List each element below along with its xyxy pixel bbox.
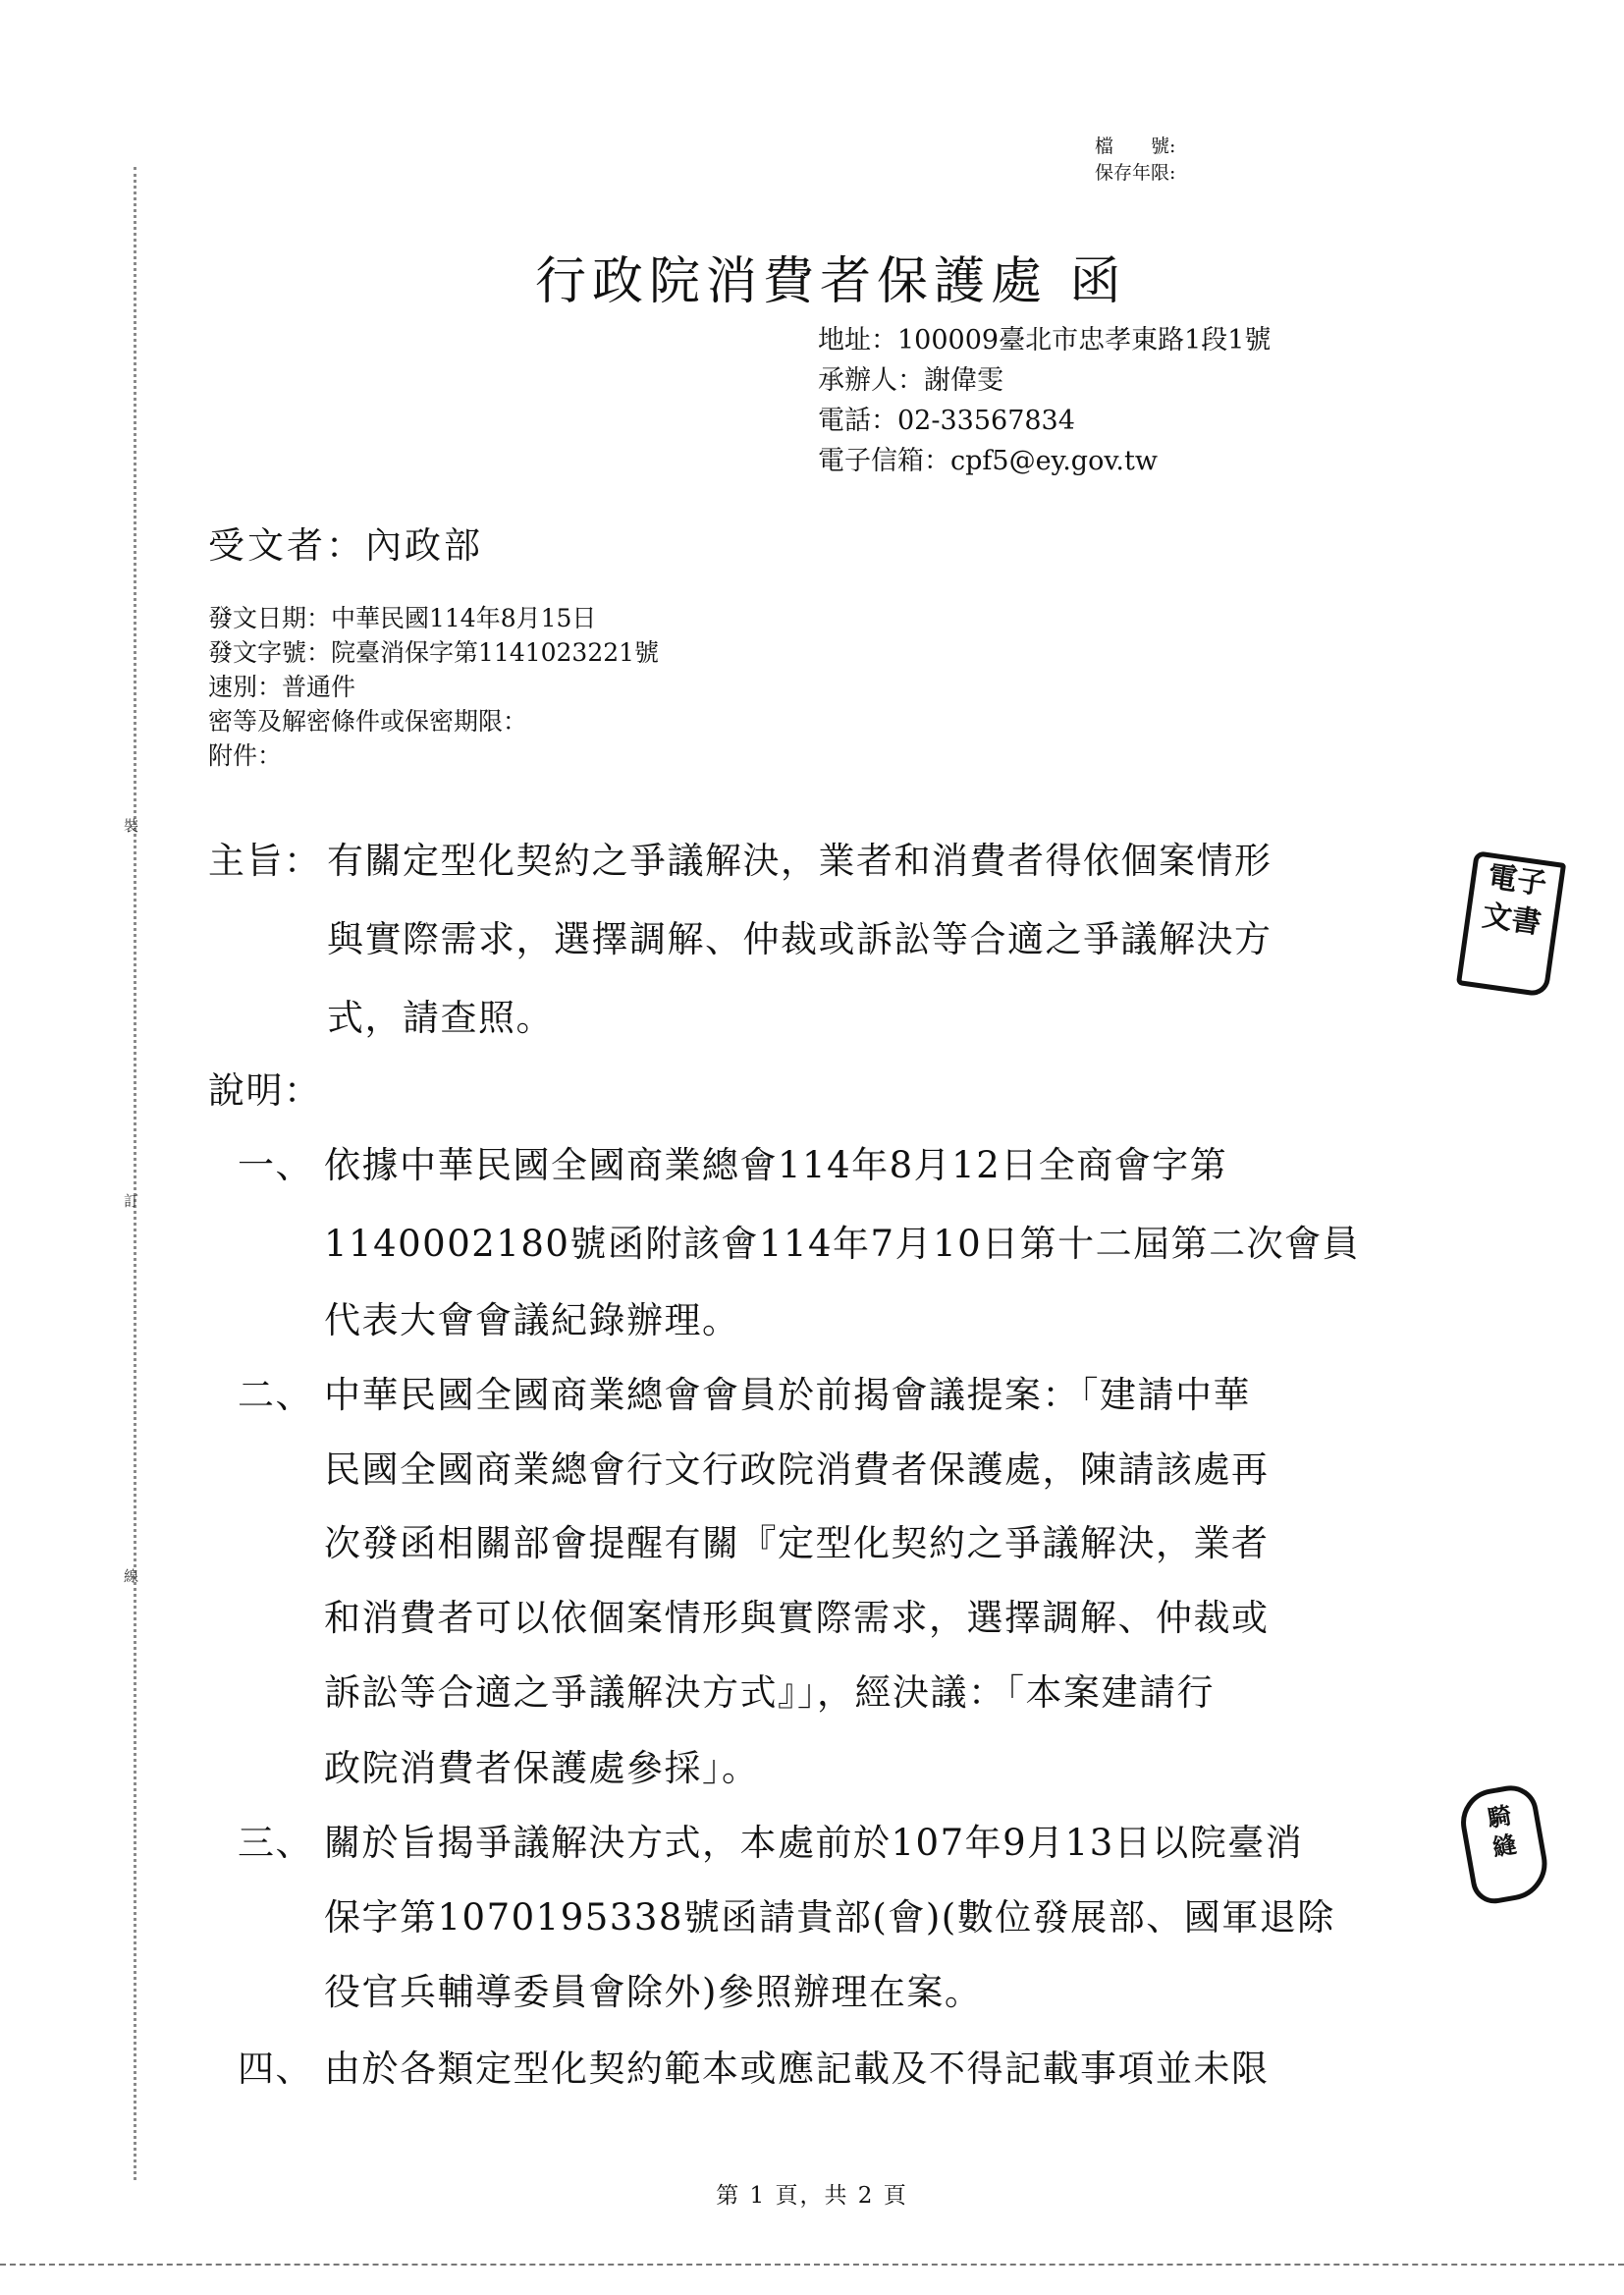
address: 地址：100009臺北市忠孝東路1段1號 <box>818 325 1272 355</box>
item-2-marker: 二、 <box>238 1374 313 1416</box>
electronic-document-seal: 電子 文書 <box>1456 850 1566 998</box>
handler: 承辦人：謝偉雯 <box>818 365 1003 396</box>
binding-mark-xian: 線 <box>124 1567 139 1585</box>
item-1-marker: 一、 <box>238 1144 313 1186</box>
item-2-line-1: 中華民國全國商業總會會員於前揭會議提案：「建請中華 <box>324 1374 1251 1416</box>
item-1-line-2: 1140002180號函附該會114年7月10日第十二屆第二次會員 <box>324 1223 1361 1265</box>
item-1-line-3: 代表大會會議紀錄辦理。 <box>324 1299 740 1341</box>
item-1-line-1: 依據中華民國全國商業總會114年8月12日全商會字第 <box>324 1144 1228 1186</box>
item-2-line-2: 民國全國商業總會行文行政院消費者保護處，陳請該處再 <box>324 1448 1270 1491</box>
item-2-line-6: 政院消費者保護處參採」。 <box>324 1747 760 1789</box>
document-title: 行政院消費者保護處 函 <box>535 252 1127 311</box>
speed-class: 速別：普通件 <box>208 673 356 701</box>
issue-date: 發文日期：中華民國114年8月15日 <box>208 604 597 632</box>
item-2-line-3: 次發函相關部會提醒有關『定型化契約之爭議解決，業者 <box>324 1522 1270 1564</box>
document-meta <box>208 601 659 773</box>
item-4-marker: 四、 <box>238 2048 313 2090</box>
subject-line-2: 與實際需求，選擇調解、仲裁或訴訟等合適之爭議解決方 <box>327 918 1272 960</box>
item-4-line-1: 由於各類定型化契約範本或應記載及不得記載事項並未限 <box>324 2048 1270 2090</box>
retention-period-label: 保存年限: <box>1095 162 1176 184</box>
item-3-line-1: 關於旨揭爭議解決方式，本處前於107年9月13日以院臺消 <box>324 1822 1304 1864</box>
binding-mark-zhuang: 裝 <box>124 817 139 835</box>
item-3-line-2: 保字第1070195338號函請貴部(會)(數位發展部、國軍退除 <box>324 1896 1335 1939</box>
binding-dotted-line <box>134 167 136 2180</box>
subject-line-1: 有關定型化契約之爭議解決，業者和消費者得依個案情形 <box>327 840 1272 882</box>
item-2-line-4: 和消費者可以依個案情形與實際需求，選擇調解、仲裁或 <box>324 1597 1270 1639</box>
item-3-marker: 三、 <box>238 1822 313 1864</box>
secrecy-level: 密等及解密條件或保密期限： <box>208 707 528 736</box>
seam-seal: 騎 縫 <box>1456 1781 1553 1907</box>
document-number: 發文字號：院臺消保字第1141023221號 <box>208 638 660 667</box>
attachments: 附件： <box>208 741 283 770</box>
item-3-line-3: 役官兵輔導委員會除外)參照辦理在案。 <box>324 1971 983 2013</box>
binding-mark-ding: 訂 <box>124 1192 139 1210</box>
phone: 電話：02-33567834 <box>818 406 1075 436</box>
email: 電子信箱：cpf5@ey.gov.tw <box>818 446 1158 476</box>
page-number: 第 1 頁，共 2 頁 <box>716 2183 908 2209</box>
explanation-label: 說明： <box>208 1069 322 1112</box>
recipient: 受文者：內政部 <box>208 524 483 567</box>
item-2-line-5: 訴訟等合適之爭議解決方式』」，經決議：「本案建請行 <box>324 1671 1215 1714</box>
subject-line-3: 式，請查照。 <box>327 997 554 1039</box>
file-meta <box>1095 134 1175 187</box>
contact-block <box>818 320 1271 481</box>
subject-label: 主旨： <box>208 840 322 882</box>
bottom-edge-rule <box>0 2264 1624 2266</box>
file-number-label: 檔 號: <box>1095 136 1176 157</box>
